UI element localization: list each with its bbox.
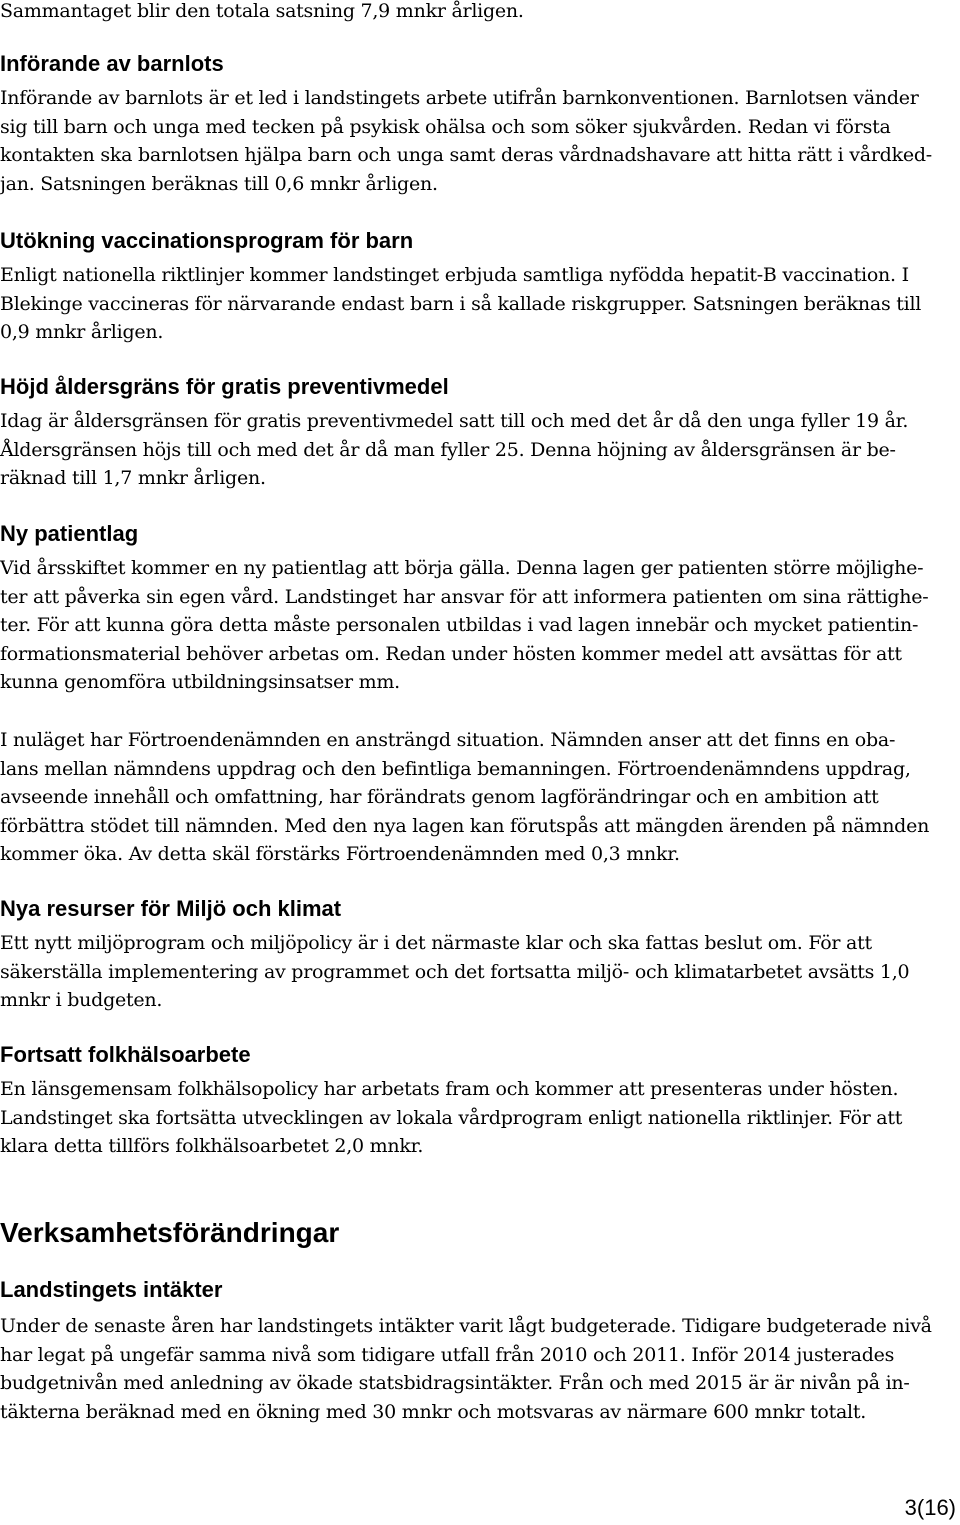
heading-miljo: Nya resurser för Miljö och klimat [0, 896, 342, 921]
page-number: 3(16) [904, 1495, 956, 1520]
paragraph-barnlots: Införande av barnlots är et led i landstingets arbete utifrån barnkonventionen. Barnlotsen vänder sig till barn och unga med tecken på psykisk ohälsa och som söker sjukvården. Redan vi första kontakten ska barnlotsen hjälpa barn och unga samt deras vårdnadshavare att hitta rätt i vårdked- jan. Satsningen beräknas till 0,6 mnkr årligen. [0, 87, 932, 195]
paragraph-preventivmedel: Idag är åldersgränsen för gratis preventivmedel satt till och med det år då den unga fyller 19 år. Åldersgränsen höjs till och med det år då man fyller 25. Denna höjning av åldersgränsen är be- räknad till 1,7 mnkr årligen. [0, 410, 909, 490]
heading-intakter: Landstingets intäkter [0, 1277, 223, 1302]
heading-preventivmedel: Höjd åldersgräns för gratis preventivmedel [0, 374, 449, 399]
heading-patientlag: Ny patientlag [0, 521, 139, 546]
paragraph-patientlag: Vid årsskiftet kommer en ny patientlag att börja gälla. Denna lagen ger patienten större möjlighe- ter att påverka sin egen vård. Landstinget har ansvar för att informera patienten om sina rättighe- ter. För att kunna göra detta måste personalen utbildas i vad lagen innebär och mycket patientin- formationsmaterial behöver arbetas om. Redan under hösten kommer medel att avsättas för att kunna genomföra utbildningsinsatser mm. [0, 557, 929, 694]
intro-paragraph: Sammantaget blir den totala satsning 7,9 mnkr årligen. [0, 0, 524, 22]
paragraph-vaccination: Enligt nationella riktlinjer kommer landstinget erbjuda samtliga nyfödda hepatit-B vaccination. I Blekinge vaccineras för närvarande endast barn i så kallade riskgrupper. Satsningen beräknas till 0,9 mnkr årligen. [0, 264, 922, 344]
heading-vaccination: Utökning vaccinationsprogram för barn [0, 228, 414, 253]
paragraph-miljo: Ett nytt miljöprogram och miljöpolicy är i det närmaste klar och ska fattas beslut om. För att säkerställa implementering av programmet och det fortsatta miljö- och klimatarbetet avsätts 1,0 mnkr i budgeten. [0, 932, 910, 1012]
heading-verksamhetsforandringar: Verksamhetsförändringar [0, 1217, 340, 1248]
heading-barnlots: Införande av barnlots [0, 51, 224, 76]
paragraph-intakter: Under de senaste åren har landstingets intäkter varit lågt budgeterade. Tidigare budgeterade nivå har legat på ungefär samma nivå som tidigare utfall från 2010 och 2011. Inför 2014 justerades budgetnivån med anledning av ökade statsbidragsintäkter. Från och med 2015 är är nivån på in- täkterna beräknad med en ökning med 30 mnkr och motsvaras av närmare 600 mnkr totalt. [0, 1315, 932, 1423]
paragraph-folkhalsa: En länsgemensam folkhälsopolicy har arbetats fram och kommer att presenteras under hösten. Landstinget ska fortsätta utvecklingen av lokala vårdprogram enligt nationella riktlinjer. För att klara detta tillförs folkhälsoarbetet 2,0 mnkr. [0, 1078, 903, 1158]
heading-folkhalsa: Fortsatt folkhälsoarbete [0, 1042, 251, 1067]
paragraph-fortroendenamnden: I nuläget har Förtroendenämnden en ansträngd situation. Nämnden anser att det finns en oba- lans mellan nämndens uppdrag och den befintliga bemanningen. Förtroendenämndens uppdrag, avseende innehåll och omfattning, har förändrats genom lagförändringar och en ambition att förbättra stödet till nämnden. Med den nya lagen kan förutspås att mängden ärenden på nämnden kommer öka. Av detta skäl förstärks Förtroendenämnden med 0,3 mnkr. [0, 729, 930, 866]
